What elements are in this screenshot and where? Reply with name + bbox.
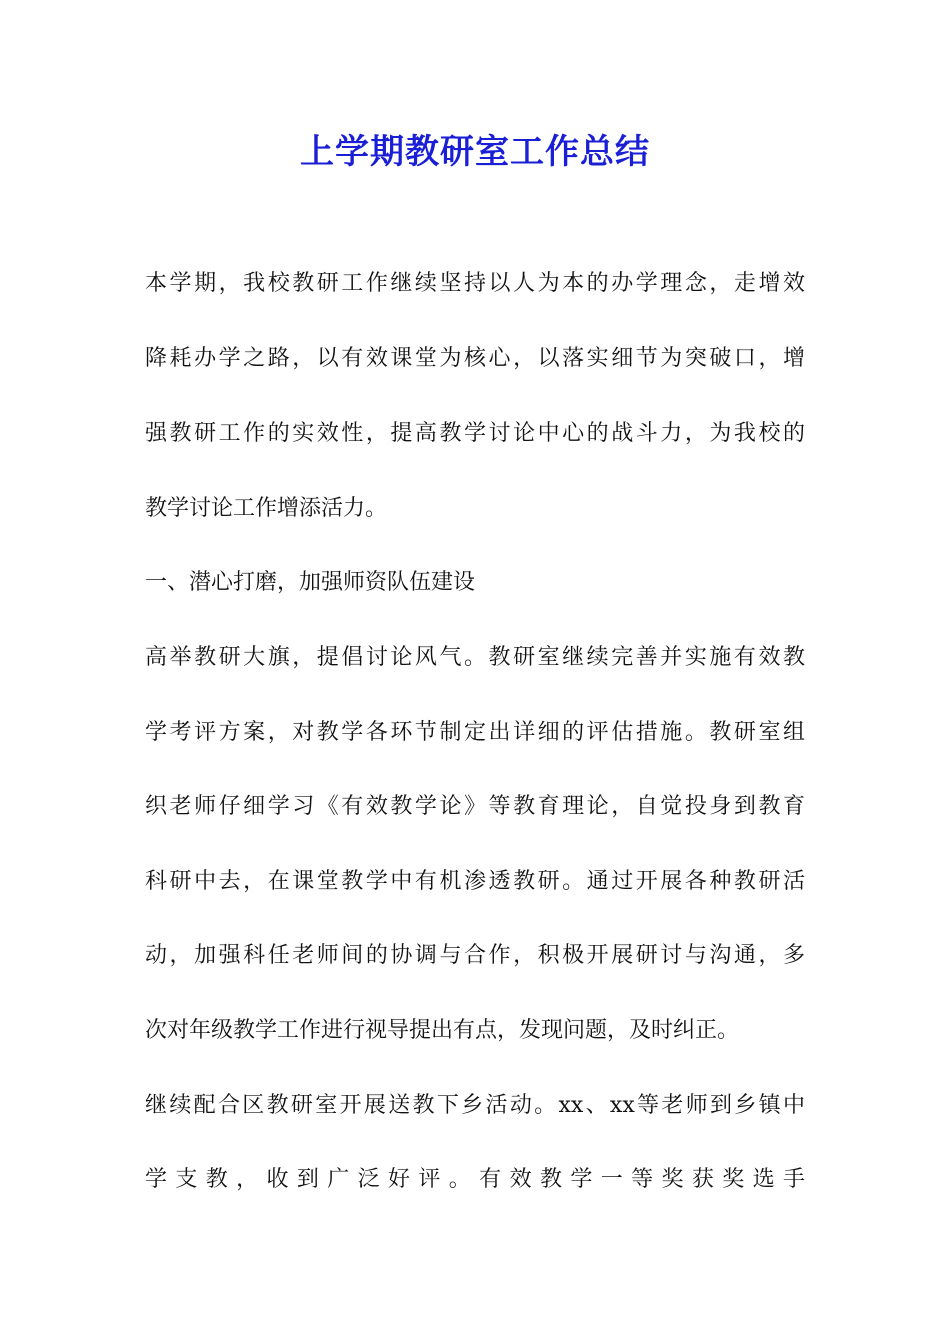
paragraph-line: 本学期，我校教研工作继续坚持以人为本的办学理念，走增效 bbox=[145, 271, 805, 296]
paragraph-line: 学考评方案，对教学各环节制定出详细的评估措施。教研室组 bbox=[145, 720, 805, 745]
paragraph-line: 继续配合区教研室开展送教下乡活动。xx、xx等老师到乡镇中 bbox=[145, 1093, 805, 1118]
document-title: 上学期教研室工作总结 bbox=[300, 132, 650, 172]
paragraph-line: 动，加强科任老师间的协调与合作，积极开展研讨与沟通，多 bbox=[145, 943, 805, 968]
paragraph-line: 高举教研大旗，提倡讨论风气。教研室继续完善并实施有效教 bbox=[145, 645, 805, 670]
paragraph-line: 科研中去，在课堂教学中有机渗透教研。通过开展各种教研活 bbox=[145, 869, 805, 894]
paragraph-line: 次对年级教学工作进行视导提出有点，发现问题，及时纠正。 bbox=[145, 1018, 740, 1043]
paragraph-line: 降耗办学之路，以有效课堂为核心，以落实细节为突破口，增 bbox=[145, 346, 805, 371]
section-heading: 一、潜心打磨，加强师资队伍建设 bbox=[145, 570, 476, 595]
paragraph-line: 学支教，收到广泛好评。有效教学一等奖获奖选手 bbox=[145, 1167, 805, 1192]
paragraph-line: 教学讨论工作增添活力。 bbox=[145, 496, 388, 521]
paragraph-line: 织老师仔细学习《有效教学论》等教育理论，自觉投身到教育 bbox=[145, 794, 805, 819]
paragraph-line: 强教研工作的实效性，提高教学讨论中心的战斗力，为我校的 bbox=[145, 421, 805, 446]
